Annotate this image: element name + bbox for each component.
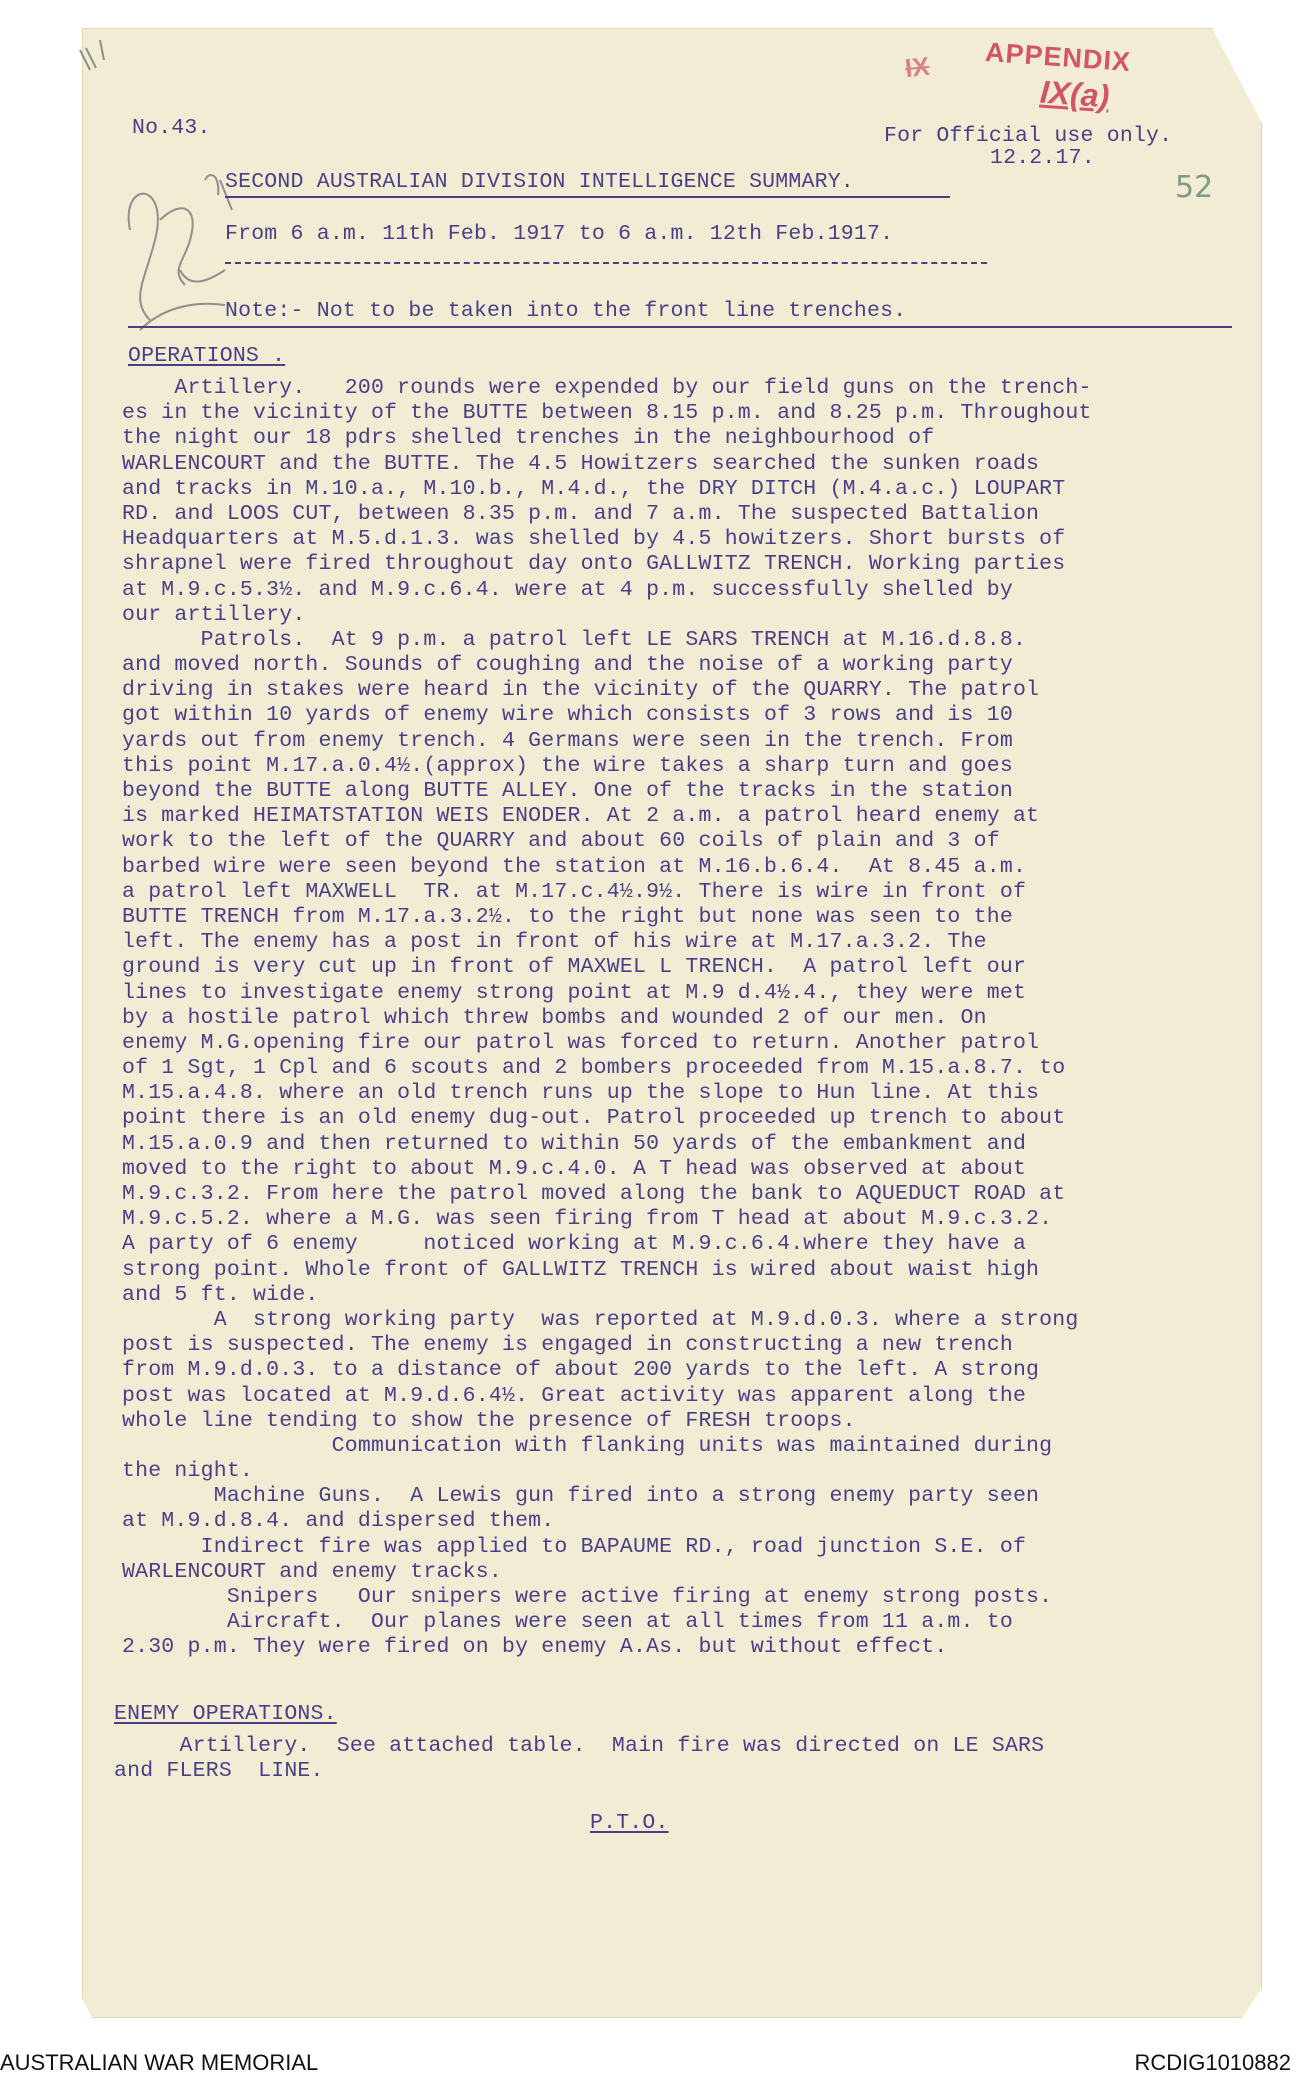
document-number: No.43.: [132, 116, 211, 140]
document-title: SECOND AUSTRALIAN DIVISION INTELLIGENCE SUMMARY.: [225, 170, 854, 194]
operations-body-line: this point M.17.a.0.4½.(approx) the wire takes a sharp turn and goes: [122, 753, 1013, 778]
operations-body-line: the night our 18 pdrs shelled trenches in the neighbourhood of: [122, 426, 935, 451]
operations-body-line: our artillery.: [122, 602, 306, 627]
operations-body: [122, 376, 1092, 1661]
operations-body-line: and moved north. Sounds of coughing and the noise of a working party: [122, 653, 1013, 678]
operations-body-line: barbed wire were seen beyond the station at M.16.b.6.4. At 8.45 a.m.: [122, 854, 1027, 879]
title-underline: [225, 196, 950, 198]
operations-body-line: got within 10 yards of enemy wire which consists of 3 rows and is 10: [122, 703, 1013, 728]
operations-body-line: WARLENCOURT and enemy tracks.: [122, 1559, 502, 1584]
operations-body-line: Communication with flanking units was maintained during: [122, 1433, 1053, 1458]
archive-credit: AUSTRALIAN WAR MEMORIAL: [0, 2050, 319, 2075]
handling-note: Note:- Not to be taken into the front line trenches.: [225, 299, 907, 323]
operations-body-line: A party of 6 enemy noticed working at M.9.c.6.4.where they have a: [122, 1232, 1027, 1257]
operations-body-line: strong point. Whole front of GALLWITZ TRENCH is wired about waist high: [122, 1257, 1040, 1282]
operations-body-line: the night.: [122, 1459, 254, 1484]
operations-body-line: lines to investigate enemy strong point at M.9 d.4½.4., they were met: [122, 980, 1027, 1005]
operations-body-line: a patrol left MAXWELL TR. at M.17.c.4½.9½. There is wire in front of: [122, 879, 1027, 904]
operations-body-line: of 1 Sgt, 1 Cpl and 6 scouts and 2 bombers proceeded from M.15.a.8.7. to: [122, 1056, 1066, 1081]
operations-body-line: moved to the right to about M.9.c.4.0. A T head was observed at about: [122, 1156, 1027, 1181]
operations-body-line: Headquarters at M.5.d.1.3. was shelled by 4.5 howitzers. Short bursts of: [122, 527, 1066, 552]
operations-body-line: ground is very cut up in front of MAXWEL L TRENCH. A patrol left our: [122, 955, 1027, 980]
operations-body-line: and tracks in M.10.a., M.10.b., M.4.d., the DRY DITCH (M.4.a.c.) LOUPART: [122, 476, 1066, 501]
operations-body-line: post was located at M.9.d.6.4½. Great activity was apparent along the: [122, 1383, 1027, 1408]
operations-body-line: and 5 ft. wide.: [122, 1282, 319, 1307]
page-number: 52: [1175, 170, 1214, 205]
official-use-label: For Official use only.: [884, 124, 1173, 148]
operations-body-line: M.9.c.3.2. From here the patrol moved along the bank to AQUEDUCT ROAD at: [122, 1182, 1066, 1206]
operations-body-line: M.15.a.0.9 and then returned to within 50 yards of the embankment and: [122, 1131, 1027, 1156]
operations-body-line: RD. and LOOS CUT, between 8.35 p.m. and 7 a.m. The suspected Battalion: [122, 501, 1040, 526]
operations-body-line: Aircraft. Our planes were seen at all times from 11 a.m. to: [122, 1610, 1013, 1635]
document-date: 12.2.17.: [990, 146, 1095, 170]
operations-body-line: left. The enemy has a post in front of his wire at M.17.a.3.2. The: [122, 930, 987, 955]
operations-body-line: beyond the BUTTE along BUTTE ALLEY. One of the tracks in the station: [122, 779, 1013, 803]
operations-body-line: by a hostile patrol which threw bombs and wounded 2 of our men. On: [122, 1005, 987, 1030]
operations-body-line: shrapnel were fired throughout day onto GALLWITZ TRENCH. Working parties: [122, 552, 1066, 577]
operations-body-line: WARLENCOURT and the BUTTE. The 4.5 Howitzers searched the sunken roads: [122, 451, 1040, 476]
operations-body-line: at M.9.d.8.4. and dispersed them.: [122, 1509, 555, 1534]
operations-body-line: enemy M.G.opening fire our patrol was forced to return. Another patrol: [122, 1030, 1040, 1055]
operations-body-line: post is suspected. The enemy is engaged in constructing a new trench: [122, 1333, 1013, 1358]
report-period: From 6 a.m. 11th Feb. 1917 to 6 a.m. 12th Feb.1917.: [225, 222, 894, 246]
operations-body-line: point there is an old enemy dug-out. Patrol proceeded up trench to about: [122, 1106, 1066, 1131]
page-turn-note: P.T.O.: [590, 1811, 669, 1835]
operations-body-line: from M.9.d.0.3. to a distance of about 200 yards to the left. A strong: [122, 1358, 1040, 1383]
enemy-operations-body: [114, 1734, 1044, 1784]
operations-body-line: BUTTE TRENCH from M.17.a.3.2½. to the right but none was seen to the: [122, 904, 1013, 929]
operations-body-line: M.9.c.5.2. where a M.G. was seen firing from T head at about M.9.c.3.2.: [122, 1207, 1053, 1232]
operations-body-line: A strong working party was reported at M.9.d.0.3. where a strong: [122, 1307, 1079, 1332]
note-underline: [128, 326, 1232, 328]
section-heading-operations: OPERATIONS .: [128, 344, 286, 368]
stamp-struck-code: IX: [903, 50, 932, 84]
operations-body-line: Machine Guns. A Lewis gun fired into a strong enemy party seen: [122, 1484, 1040, 1509]
operations-body-line: whole line tending to show the presence of FRESH troops.: [122, 1408, 856, 1433]
operations-body-line: Patrols. At 9 p.m. a patrol left LE SARS TRENCH at M.16.d.8.8.: [122, 627, 1027, 652]
operations-body-line: M.15.a.4.8. where an old trench runs up the slope to Hun line. At this: [122, 1081, 1040, 1106]
enemy-operations-body-line: and FLERS LINE.: [114, 1759, 324, 1784]
operations-body-line: yards out from enemy trench. 4 Germans were seen in the trench. From: [122, 728, 1013, 753]
enemy-operations-body-line: Artillery. See attached table. Main fire was directed on LE SARS: [114, 1734, 1045, 1758]
operations-body-line: driving in stakes were heard in the vicinity of the QUARRY. The patrol: [122, 678, 1040, 703]
stamp-code: IX(a): [1038, 73, 1111, 115]
operations-body-line: is marked HEIMATSTATION WEIS ENODER. At 2 a.m. a patrol heard enemy at: [122, 804, 1040, 829]
archive-reference: RCDIG1010882: [1134, 2050, 1291, 2075]
operations-body-line: es in the vicinity of the BUTTE between 8.15 p.m. and 8.25 p.m. Throughout: [122, 401, 1092, 426]
stamp-word: APPENDIX: [984, 36, 1132, 78]
operations-body-line: Snipers Our snipers were active firing at enemy strong posts.: [122, 1585, 1053, 1609]
section-heading-enemy-operations: ENEMY OPERATIONS.: [114, 1702, 337, 1726]
operations-body-line: 2.30 p.m. They were fired on by enemy A.As. but without effect.: [122, 1635, 948, 1660]
operations-body-line: work to the left of the QUARRY and about 60 coils of plain and 3 of: [122, 829, 1000, 854]
pencil-marks: [60, 30, 240, 350]
period-dashed-rule: [225, 262, 987, 264]
operations-body-line: at M.9.c.5.3½. and M.9.c.6.4. were at 4 p.m. successfully shelled by: [122, 577, 1013, 602]
operations-body-line: Indirect fire was applied to BAPAUME RD., road junction S.E. of: [122, 1534, 1027, 1559]
operations-body-line: Artillery. 200 rounds were expended by our field guns on the trench-: [122, 376, 1092, 400]
